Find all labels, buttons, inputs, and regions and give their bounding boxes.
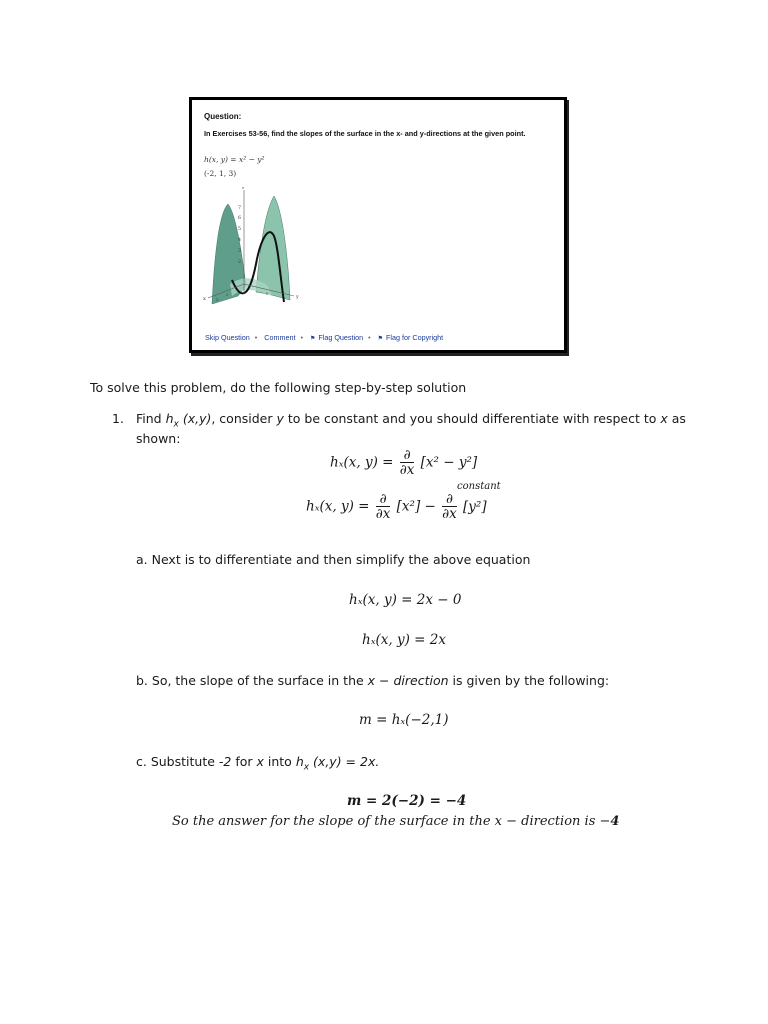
separator-dot: •: [300, 333, 303, 342]
flag-icon: ⚑: [309, 336, 316, 342]
step-a-text: a. Next is to differentiate and then simplify the above equation: [136, 552, 531, 567]
flag-icon: ⚑: [377, 336, 384, 342]
z-tick: 7: [237, 205, 241, 211]
function-expression: h(x, y) = x² − y²: [204, 155, 265, 164]
equation-2: hₓ(x, y) = $\frac{\partial}{\partial x}$ [x²] − $\frac{\partial}{\partial x}$ constant [y²]: [306, 481, 501, 522]
z-tick: 4: [237, 237, 241, 243]
x-axis-label: x: [203, 296, 206, 302]
z-tick: 2: [237, 259, 241, 265]
step-1-text: Find $h_x$ (x,y), consider y to be constant and you should differentiate with respect to x as: [136, 411, 686, 430]
step-1-text-cont: shown:: [136, 431, 181, 446]
surface-graph: [202, 184, 302, 314]
skip-question-link[interactable]: Skip Question: [205, 333, 250, 342]
step-1-number: 1.: [112, 411, 124, 426]
answer-line: So the answer for the slope of the surface in the x − direction is −4: [172, 814, 620, 829]
equation-1: hₓ(x, y) = $\frac{\partial}{\partial x}$ [x² − y²]: [330, 447, 478, 478]
y-tick: 2: [266, 291, 269, 296]
z-axis-label: z: [242, 185, 245, 190]
equation-6: m = 2(−2) = −4: [347, 793, 467, 809]
z-tick: 6: [237, 215, 241, 221]
equation-4: hₓ(x, y) = 2x: [362, 632, 446, 648]
question-actions: [205, 333, 443, 342]
step-b-text: b. So, the slope of the surface in the x − direction is given by the following:: [136, 673, 610, 688]
comment-link[interactable]: Comment: [264, 333, 296, 342]
separator-dot: •: [254, 333, 258, 342]
z-tick: 3: [237, 248, 241, 254]
flag-copyright-link[interactable]: Flag for Copyright: [386, 333, 444, 342]
z-tick: 5: [237, 226, 241, 232]
question-label: Question:: [204, 112, 242, 121]
flag-question-link[interactable]: Flag Question: [318, 333, 364, 342]
given-point: (-2, 1, 3): [204, 169, 237, 178]
y-axis-label: y: [296, 294, 299, 300]
x-tick: 2: [226, 292, 229, 297]
equation-3: hₓ(x, y) = 2x − 0: [349, 592, 462, 608]
question-screenshot: [189, 97, 567, 353]
constant-annotation: constant: [457, 481, 501, 492]
intro-text: To solve this problem, do the following step-by-step solution: [90, 380, 467, 395]
separator-dot: •: [368, 333, 371, 342]
x-tick: 3: [216, 297, 219, 302]
equation-5: m = hₓ(−2,1): [359, 712, 449, 728]
step-c-text: c. Substitute -2 for x into $h_x$ (x,y) = 2x.: [136, 754, 380, 773]
question-text: In Exercises 53-56, find the slopes of the surface in the x- and y-directions at the given point.: [204, 129, 526, 138]
